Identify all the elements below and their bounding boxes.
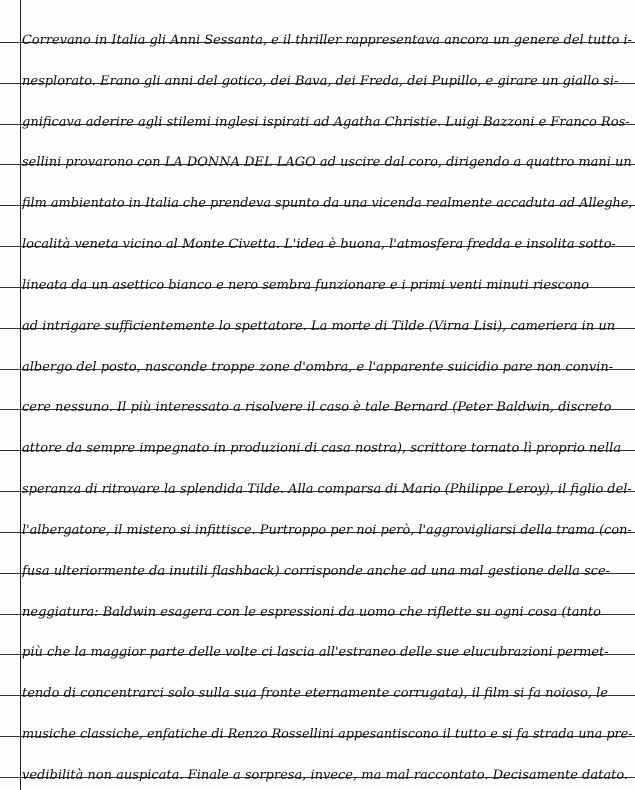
text-line-11: attore da sempre impegnato in produzioni di casa nostra), scrittore tornato lì proprio nella bbox=[22, 441, 622, 456]
text-line-10: cere nessuno. Il più interessato a risolvere il caso è tale Bernard (Peter Baldwin, discreto bbox=[22, 400, 612, 415]
text-line-14: fusa ulteriormente da inutili flashback) corrisponde anche ad una mal gestione della sce- bbox=[22, 564, 611, 579]
text-line-6: località veneta vicino al Monte Civetta. L'idea è buona, l'atmosfera fredda e insolita sotto- bbox=[22, 237, 616, 252]
text-line-1: Correvano in Italia gli Anni Sessanta, e il thriller rappresentava ancora un genere del tutto i- bbox=[22, 33, 632, 48]
text-line-16: più che la maggior parte delle volte ci lascia all'estraneo delle sue elucubrazioni permet- bbox=[22, 645, 609, 660]
text-line-17: tendo di concentrarci solo sulla sua fronte eternamente corrugata), il film si fa noioso, le bbox=[22, 686, 608, 701]
text-line-3: gnificava aderire agli stilemi inglesi ispirati ad Agatha Christie. Luigi Bazzoni e Franco Ros- bbox=[22, 115, 630, 130]
text-line-15: neggiatura: Baldwin esagera con le espressioni da uomo che riflette su ogni cosa (tanto bbox=[22, 605, 601, 620]
margin-line bbox=[20, 0, 21, 790]
text-line-2: nesplorato. Erano gli anni del gotico, dei Bava, dei Freda, dei Pupillo, e girare un giallo si- bbox=[22, 74, 619, 89]
text-line-18: musiche classiche, enfatiche di Renzo Rossellini appesantiscono il tutto e si fa strada una pre- bbox=[22, 727, 632, 742]
text-line-12: speranza di ritrovare la splendida Tilde. Alla comparsa di Mario (Philippe Leroy), il figlio del- bbox=[22, 482, 632, 497]
text-line-8: ad intrigare sufficientemente lo spettatore. La morte di Tilde (Virna Lisi), cameriera in un bbox=[22, 319, 616, 334]
text-line-9: albergo del posto, nasconde troppe zone d'ombra, e l'apparente suicidio pare non convin- bbox=[22, 360, 614, 375]
text-line-4: sellini provarono con LA DONNA DEL LAGO ad uscire dal coro, dirigendo a quattro mani un bbox=[22, 155, 632, 170]
text-line-13: l'albergatore, il mistero si infittisce. Purtroppo per noi però, l'aggrovigliarsi della trama (con- bbox=[22, 523, 632, 538]
text-line-5: film ambientato in Italia che prendeva spunto da una vicenda realmente accaduta ad Alleghe, bbox=[22, 196, 632, 211]
text-line-19: vedibilità non auspicata. Finale a sorpresa, invece, ma mal raccontato. Decisamente datato. bbox=[22, 768, 629, 783]
text-line-7: lineata da un asettico bianco e nero sembra funzionare e i primi venti minuti riescono bbox=[22, 278, 589, 293]
